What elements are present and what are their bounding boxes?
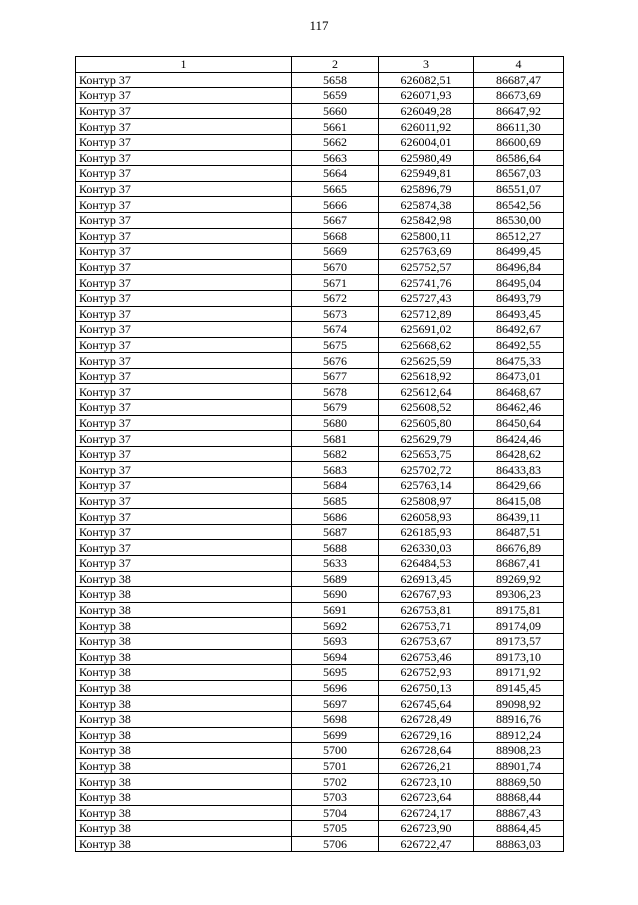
y-coordinate-cell: 86530,00: [474, 212, 564, 228]
point-number-cell: 5689: [292, 571, 379, 587]
point-number-cell: 5687: [292, 524, 379, 540]
table-row: [76, 774, 564, 790]
contour-name-cell: Контур 37: [76, 462, 292, 478]
column-header-4: 4: [474, 57, 564, 73]
table-row: [76, 478, 564, 494]
x-coordinate-cell: 626723,64: [379, 789, 474, 805]
y-coordinate-cell: 89173,57: [474, 633, 564, 649]
table-row: [76, 680, 564, 696]
contour-name-cell: Контур 38: [76, 618, 292, 634]
table-row: [76, 727, 564, 743]
contour-name-cell: Контур 37: [76, 384, 292, 400]
table-row: [76, 103, 564, 119]
x-coordinate-cell: 626071,93: [379, 88, 474, 104]
table-row: [76, 462, 564, 478]
contour-name-cell: Контур 38: [76, 774, 292, 790]
contour-name-cell: Контур 37: [76, 244, 292, 260]
x-coordinate-cell: 625691,02: [379, 322, 474, 338]
column-header-2: 2: [292, 57, 379, 73]
table-row: [76, 618, 564, 634]
y-coordinate-cell: 89145,45: [474, 680, 564, 696]
point-number-cell: 5680: [292, 415, 379, 431]
table-row: [76, 244, 564, 260]
contour-name-cell: Контур 38: [76, 758, 292, 774]
y-coordinate-cell: 86492,67: [474, 322, 564, 338]
contour-name-cell: Контур 37: [76, 431, 292, 447]
contour-name-cell: Контур 37: [76, 212, 292, 228]
table-row: [76, 119, 564, 135]
y-coordinate-cell: 86439,11: [474, 509, 564, 525]
x-coordinate-cell: 625808,97: [379, 493, 474, 509]
contour-name-cell: Контур 37: [76, 88, 292, 104]
x-coordinate-cell: 626752,93: [379, 665, 474, 681]
y-coordinate-cell: 86493,79: [474, 290, 564, 306]
table-row: [76, 181, 564, 197]
y-coordinate-cell: 86429,66: [474, 478, 564, 494]
x-coordinate-cell: 625629,79: [379, 431, 474, 447]
point-number-cell: 5682: [292, 446, 379, 462]
table-row: [76, 524, 564, 540]
x-coordinate-cell: 626049,28: [379, 103, 474, 119]
point-number-cell: 5672: [292, 290, 379, 306]
x-coordinate-cell: 626728,64: [379, 743, 474, 759]
point-number-cell: 5703: [292, 789, 379, 805]
y-coordinate-cell: 88901,74: [474, 758, 564, 774]
x-coordinate-cell: 625896,79: [379, 181, 474, 197]
table-row: [76, 789, 564, 805]
contour-name-cell: Контур 38: [76, 680, 292, 696]
y-coordinate-cell: 89174,09: [474, 618, 564, 634]
table-body: [76, 72, 564, 852]
point-number-cell: 5675: [292, 337, 379, 353]
x-coordinate-cell: 626753,71: [379, 618, 474, 634]
contour-name-cell: Контур 38: [76, 711, 292, 727]
coordinates-table: [75, 56, 564, 852]
table-row: [76, 805, 564, 821]
x-coordinate-cell: 626723,90: [379, 821, 474, 837]
table-row: [76, 415, 564, 431]
y-coordinate-cell: 88912,24: [474, 727, 564, 743]
contour-name-cell: Контур 38: [76, 665, 292, 681]
contour-name-cell: Контур 38: [76, 789, 292, 805]
point-number-cell: 5688: [292, 540, 379, 556]
point-number-cell: 5706: [292, 836, 379, 852]
point-number-cell: 5702: [292, 774, 379, 790]
point-number-cell: 5696: [292, 680, 379, 696]
table-row: [76, 134, 564, 150]
table-row: [76, 306, 564, 322]
point-number-cell: 5670: [292, 259, 379, 275]
point-number-cell: 5694: [292, 649, 379, 665]
point-number-cell: 5690: [292, 587, 379, 603]
y-coordinate-cell: 86468,67: [474, 384, 564, 400]
y-coordinate-cell: 86424,46: [474, 431, 564, 447]
x-coordinate-cell: 626753,81: [379, 602, 474, 618]
point-number-cell: 5659: [292, 88, 379, 104]
contour-name-cell: Контур 37: [76, 150, 292, 166]
table-row: [76, 400, 564, 416]
x-coordinate-cell: 625653,75: [379, 446, 474, 462]
x-coordinate-cell: 626767,93: [379, 587, 474, 603]
point-number-cell: 5663: [292, 150, 379, 166]
contour-name-cell: Контур 37: [76, 368, 292, 384]
x-coordinate-cell: 626722,47: [379, 836, 474, 852]
y-coordinate-cell: 89269,92: [474, 571, 564, 587]
point-number-cell: 5674: [292, 322, 379, 338]
contour-name-cell: Контур 37: [76, 322, 292, 338]
contour-name-cell: Контур 37: [76, 493, 292, 509]
y-coordinate-cell: 86551,07: [474, 181, 564, 197]
contour-name-cell: Контур 37: [76, 353, 292, 369]
table-row: [76, 275, 564, 291]
point-number-cell: 5697: [292, 696, 379, 712]
y-coordinate-cell: 86493,45: [474, 306, 564, 322]
y-coordinate-cell: 88908,23: [474, 743, 564, 759]
y-coordinate-cell: 86433,83: [474, 462, 564, 478]
table-row: [76, 384, 564, 400]
y-coordinate-cell: 86542,56: [474, 197, 564, 213]
x-coordinate-cell: 625727,43: [379, 290, 474, 306]
contour-name-cell: Контур 38: [76, 821, 292, 837]
y-coordinate-cell: 86673,69: [474, 88, 564, 104]
contour-name-cell: Контур 37: [76, 228, 292, 244]
y-coordinate-cell: 86567,03: [474, 166, 564, 182]
x-coordinate-cell: 625608,52: [379, 400, 474, 416]
x-coordinate-cell: 626723,10: [379, 774, 474, 790]
point-number-cell: 5676: [292, 353, 379, 369]
table-row: [76, 228, 564, 244]
contour-name-cell: Контур 38: [76, 805, 292, 821]
point-number-cell: 5692: [292, 618, 379, 634]
x-coordinate-cell: 625752,57: [379, 259, 474, 275]
x-coordinate-cell: 625712,89: [379, 306, 474, 322]
y-coordinate-cell: 89098,92: [474, 696, 564, 712]
column-header-1: 1: [76, 57, 292, 73]
table-row: [76, 836, 564, 852]
x-coordinate-cell: 625741,76: [379, 275, 474, 291]
point-number-cell: 5665: [292, 181, 379, 197]
point-number-cell: 5699: [292, 727, 379, 743]
contour-name-cell: Контур 37: [76, 166, 292, 182]
x-coordinate-cell: 626185,93: [379, 524, 474, 540]
y-coordinate-cell: 86415,08: [474, 493, 564, 509]
x-coordinate-cell: 625980,49: [379, 150, 474, 166]
point-number-cell: 5661: [292, 119, 379, 135]
table-row: [76, 446, 564, 462]
point-number-cell: 5667: [292, 212, 379, 228]
contour-name-cell: Контур 37: [76, 446, 292, 462]
table-row: [76, 290, 564, 306]
y-coordinate-cell: 88868,44: [474, 789, 564, 805]
table-header-row: [76, 57, 564, 73]
contour-name-cell: Контур 37: [76, 290, 292, 306]
table-row: [76, 368, 564, 384]
table-row: [76, 540, 564, 556]
x-coordinate-cell: 625949,81: [379, 166, 474, 182]
table-row: [76, 711, 564, 727]
x-coordinate-cell: 625763,69: [379, 244, 474, 260]
table-row: [76, 649, 564, 665]
x-coordinate-cell: 626753,67: [379, 633, 474, 649]
table-row: [76, 72, 564, 88]
y-coordinate-cell: 89175,81: [474, 602, 564, 618]
y-coordinate-cell: 88916,76: [474, 711, 564, 727]
point-number-cell: 5678: [292, 384, 379, 400]
y-coordinate-cell: 89171,92: [474, 665, 564, 681]
y-coordinate-cell: 86600,69: [474, 134, 564, 150]
contour-name-cell: Контур 38: [76, 633, 292, 649]
y-coordinate-cell: 89306,23: [474, 587, 564, 603]
table-row: [76, 602, 564, 618]
point-number-cell: 5677: [292, 368, 379, 384]
table-row: [76, 556, 564, 572]
point-number-cell: 5658: [292, 72, 379, 88]
y-coordinate-cell: 86473,01: [474, 368, 564, 384]
point-number-cell: 5671: [292, 275, 379, 291]
y-coordinate-cell: 86475,33: [474, 353, 564, 369]
contour-name-cell: Контур 37: [76, 478, 292, 494]
x-coordinate-cell: 626082,51: [379, 72, 474, 88]
y-coordinate-cell: 86499,45: [474, 244, 564, 260]
x-coordinate-cell: 625618,92: [379, 368, 474, 384]
point-number-cell: 5673: [292, 306, 379, 322]
point-number-cell: 5685: [292, 493, 379, 509]
point-number-cell: 5695: [292, 665, 379, 681]
contour-name-cell: Контур 37: [76, 306, 292, 322]
table-row: [76, 758, 564, 774]
contour-name-cell: Контур 37: [76, 509, 292, 525]
contour-name-cell: Контур 38: [76, 649, 292, 665]
contour-name-cell: Контур 37: [76, 72, 292, 88]
x-coordinate-cell: 626058,93: [379, 509, 474, 525]
x-coordinate-cell: 625625,59: [379, 353, 474, 369]
table-row: [76, 696, 564, 712]
contour-name-cell: Контур 37: [76, 415, 292, 431]
table-row: [76, 259, 564, 275]
x-coordinate-cell: 626753,46: [379, 649, 474, 665]
point-number-cell: 5633: [292, 556, 379, 572]
point-number-cell: 5693: [292, 633, 379, 649]
contour-name-cell: Контур 38: [76, 727, 292, 743]
x-coordinate-cell: 626728,49: [379, 711, 474, 727]
y-coordinate-cell: 86495,04: [474, 275, 564, 291]
table-row: [76, 633, 564, 649]
point-number-cell: 5704: [292, 805, 379, 821]
y-coordinate-cell: 86487,51: [474, 524, 564, 540]
table-row: [76, 150, 564, 166]
x-coordinate-cell: 625612,64: [379, 384, 474, 400]
page-number: 117: [309, 18, 329, 33]
y-coordinate-cell: 86586,64: [474, 150, 564, 166]
point-number-cell: 5691: [292, 602, 379, 618]
contour-name-cell: Контур 37: [76, 400, 292, 416]
point-number-cell: 5668: [292, 228, 379, 244]
table-row: [76, 88, 564, 104]
table-row: [76, 337, 564, 353]
table-row: [76, 322, 564, 338]
table-row: [76, 587, 564, 603]
contour-name-cell: Контур 38: [76, 571, 292, 587]
y-coordinate-cell: 88864,45: [474, 821, 564, 837]
table-row: [76, 821, 564, 837]
x-coordinate-cell: 626724,17: [379, 805, 474, 821]
x-coordinate-cell: 626011,92: [379, 119, 474, 135]
contour-name-cell: Контур 38: [76, 587, 292, 603]
table-row: [76, 353, 564, 369]
point-number-cell: 5701: [292, 758, 379, 774]
point-number-cell: 5669: [292, 244, 379, 260]
table-row: [76, 197, 564, 213]
x-coordinate-cell: 625763,14: [379, 478, 474, 494]
x-coordinate-cell: 626750,13: [379, 680, 474, 696]
point-number-cell: 5705: [292, 821, 379, 837]
table-row: [76, 212, 564, 228]
y-coordinate-cell: 86687,47: [474, 72, 564, 88]
y-coordinate-cell: 86450,64: [474, 415, 564, 431]
point-number-cell: 5660: [292, 103, 379, 119]
contour-name-cell: Контур 37: [76, 103, 292, 119]
x-coordinate-cell: 626745,64: [379, 696, 474, 712]
point-number-cell: 5700: [292, 743, 379, 759]
contour-name-cell: Контур 37: [76, 181, 292, 197]
x-coordinate-cell: 626004,01: [379, 134, 474, 150]
point-number-cell: 5664: [292, 166, 379, 182]
contour-name-cell: Контур 37: [76, 119, 292, 135]
y-coordinate-cell: 86496,84: [474, 259, 564, 275]
table-row: [76, 509, 564, 525]
contour-name-cell: Контур 38: [76, 743, 292, 759]
contour-name-cell: Контур 37: [76, 337, 292, 353]
column-header-3: 3: [379, 57, 474, 73]
x-coordinate-cell: 626729,16: [379, 727, 474, 743]
table-row: [76, 743, 564, 759]
x-coordinate-cell: 625874,38: [379, 197, 474, 213]
point-number-cell: 5666: [292, 197, 379, 213]
contour-name-cell: Контур 38: [76, 696, 292, 712]
x-coordinate-cell: 625800,11: [379, 228, 474, 244]
point-number-cell: 5681: [292, 431, 379, 447]
contour-name-cell: Контур 37: [76, 556, 292, 572]
y-coordinate-cell: 86611,30: [474, 119, 564, 135]
y-coordinate-cell: 88867,43: [474, 805, 564, 821]
point-number-cell: 5662: [292, 134, 379, 150]
x-coordinate-cell: 626484,53: [379, 556, 474, 572]
y-coordinate-cell: 89173,10: [474, 649, 564, 665]
point-number-cell: 5698: [292, 711, 379, 727]
y-coordinate-cell: 86492,55: [474, 337, 564, 353]
y-coordinate-cell: 86462,46: [474, 400, 564, 416]
contour-name-cell: Контур 37: [76, 197, 292, 213]
point-number-cell: 5679: [292, 400, 379, 416]
y-coordinate-cell: 86676,89: [474, 540, 564, 556]
x-coordinate-cell: 625668,62: [379, 337, 474, 353]
y-coordinate-cell: 86512,27: [474, 228, 564, 244]
table-row: [76, 493, 564, 509]
point-number-cell: 5683: [292, 462, 379, 478]
point-number-cell: 5686: [292, 509, 379, 525]
contour-name-cell: Контур 37: [76, 524, 292, 540]
contour-name-cell: Контур 37: [76, 275, 292, 291]
x-coordinate-cell: 625702,72: [379, 462, 474, 478]
contour-name-cell: Контур 38: [76, 602, 292, 618]
y-coordinate-cell: 86428,62: [474, 446, 564, 462]
x-coordinate-cell: 626913,45: [379, 571, 474, 587]
contour-name-cell: Контур 37: [76, 540, 292, 556]
x-coordinate-cell: 625605,80: [379, 415, 474, 431]
y-coordinate-cell: 88869,50: [474, 774, 564, 790]
table-row: [76, 431, 564, 447]
x-coordinate-cell: 625842,98: [379, 212, 474, 228]
y-coordinate-cell: 86647,92: [474, 103, 564, 119]
contour-name-cell: Контур 37: [76, 259, 292, 275]
table-row: [76, 665, 564, 681]
y-coordinate-cell: 88863,03: [474, 836, 564, 852]
table-row: [76, 166, 564, 182]
x-coordinate-cell: 626330,03: [379, 540, 474, 556]
contour-name-cell: Контур 37: [76, 134, 292, 150]
x-coordinate-cell: 626726,21: [379, 758, 474, 774]
table-row: [76, 571, 564, 587]
contour-name-cell: Контур 38: [76, 836, 292, 852]
y-coordinate-cell: 86867,41: [474, 556, 564, 572]
point-number-cell: 5684: [292, 478, 379, 494]
